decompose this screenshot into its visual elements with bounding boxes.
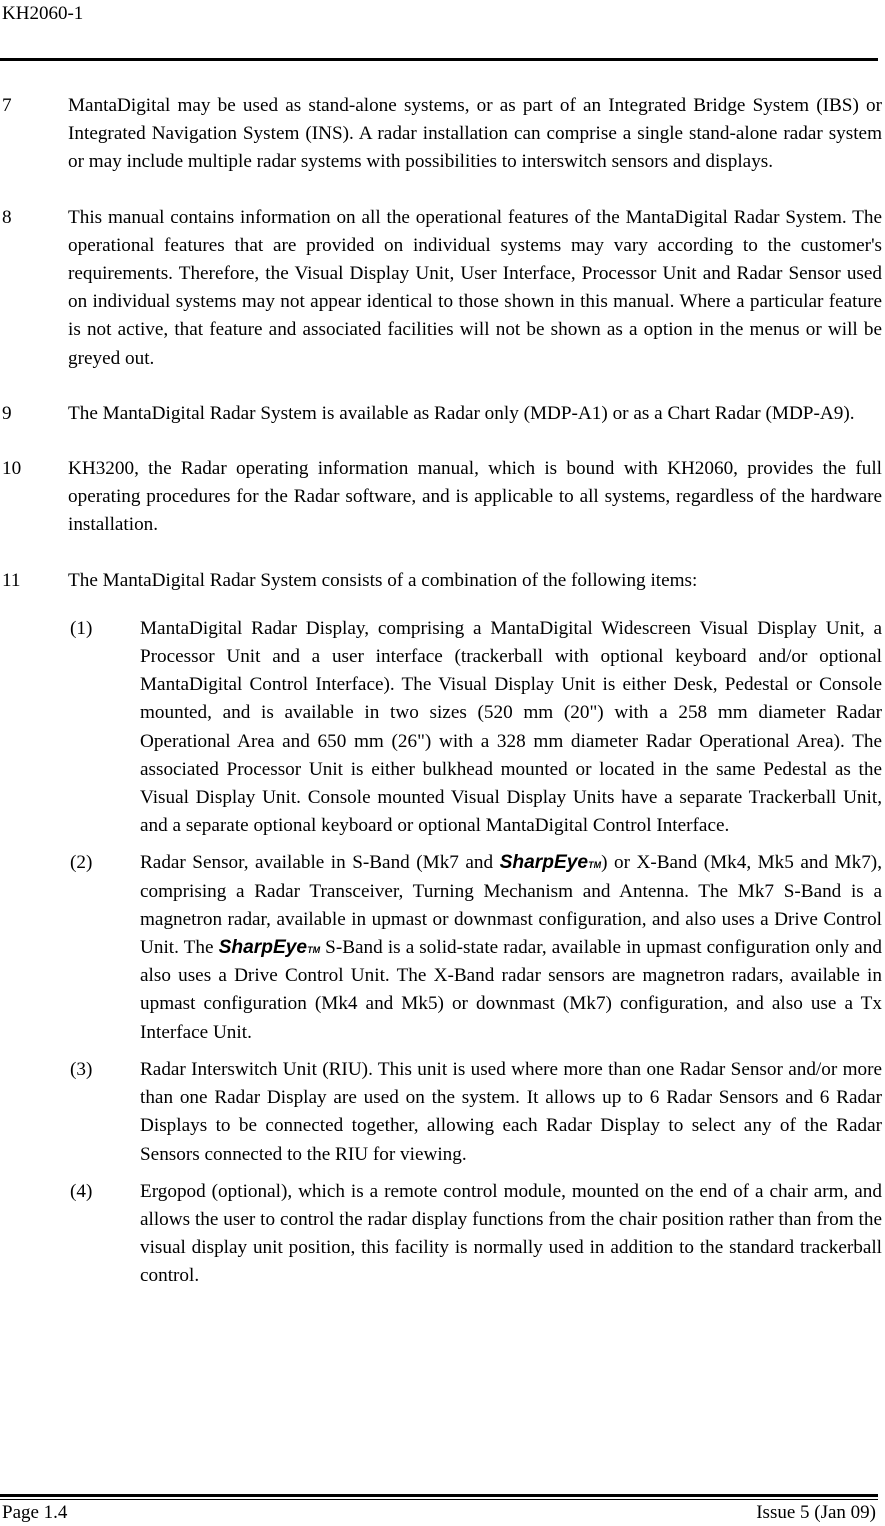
sharpeye-brand: SharpEye™ xyxy=(499,852,602,874)
list-item-text-part2: ) or X-Band (Mk4, Mk5 and Mk7), comprising a Radar Transceiver, Turning Mechanism and Antenna. The Mk7 S-Band is a magnetron radar, available in upmast or downmast configuration, and also uses a Drive Control Unit. The xyxy=(140,852,882,959)
trademark-mark: TM xyxy=(307,945,321,956)
list-item-text-part3: S-Band is a solid-state radar, available in upmast configuration only and also uses a Drive Control Unit. The X-Band radar sensors are magnetron radars, available in upmast configuration (Mk4 and Mk5) or downmast (Mk7) configuration, and also use a Tx Interface Unit. xyxy=(140,937,882,1043)
paragraph-number: 11 xyxy=(2,569,21,591)
list-item-text-part1: Radar Sensor, available in S-Band (Mk7 and xyxy=(140,852,500,874)
list-item-3 xyxy=(2,1056,882,1169)
list-item-text: Radar Interswitch Unit (RIU). This unit is used where more than one Radar Sensor and/or more than one Radar Display are used on the system. It allows up to 6 Radar Sensors and 6 Radar Displays to be connected together, allowing each Radar Display to select any of the Radar Sensors connected to the RIU for viewing. xyxy=(140,1058,882,1165)
paragraph-text: MantaDigital may be used as stand-alone systems, or as part of an Integrated Bridge System (IBS) or Integrated Navigation System (INS). A radar installation can comprise a single stand-alone radar system or may include multiple radar systems with possibilities to interswitch sensors and displays. xyxy=(68,95,882,173)
footer-rule-thin xyxy=(0,1499,878,1500)
paragraph-number: 7 xyxy=(2,95,12,116)
footer-rule-thick xyxy=(0,1494,878,1497)
paragraph-text: The MantaDigital Radar System is available as Radar only (MDP-A1) or as a Chart Radar (MDP-A9). xyxy=(68,402,855,424)
trademark-mark: TM xyxy=(588,860,602,871)
paragraph-9 xyxy=(2,400,882,428)
page-number: Page 1.4 xyxy=(2,1502,68,1523)
list-item-2 xyxy=(2,849,882,1046)
paragraph-8 xyxy=(2,204,882,373)
list-item-number: (1) xyxy=(70,617,93,639)
paragraph-7 xyxy=(2,92,882,177)
document-body xyxy=(2,92,882,1300)
list-item-text: MantaDigital Radar Display, comprising a MantaDigital Widescreen Visual Display Unit, a Processor Unit and a user interface (trackerball with optional keyboard and/or optional MantaDigital Control Interface). The Visual Display Unit is either Desk, Pedestal or Console mounted, and is available in two sizes (520 mm (20") with a 258 mm diameter Radar Operational Area and 650 mm (26") with a 328 mm diameter Radar Operational Area). The associated Processor Unit is either bulkhead mounted or located in the same Pedestal as the Visual Display Unit. Console mounted Visual Display Units have a separate Trackerball Unit, and a separate optional keyboard or optional MantaDigital Control Interface. xyxy=(140,617,882,837)
list-item-number: (4) xyxy=(70,1180,93,1202)
paragraph-text: The MantaDigital Radar System consists of a combination of the following items: xyxy=(68,569,698,591)
sharpeye-brand: SharpEye™ xyxy=(218,937,321,959)
list-item-4 xyxy=(2,1178,882,1291)
paragraph-11 xyxy=(2,567,882,595)
list-item-text: Ergopod (optional), which is a remote control module, mounted on the end of a chair arm, and allows the user to control the radar display functions from the chair position rather than from the visual display unit position, this facility is normally used in addition to the standard trackerball control. xyxy=(140,1180,882,1287)
paragraph-text: This manual contains information on all the operational features of the MantaDigital Radar System. The operational features that are provided on individual systems may vary according to the customer's requirements. Therefore, the Visual Display Unit, User Interface, Processor Unit and Radar Sensor used on individual systems may not appear identical to those shown in this manual. Where a particular feature is not active, that feature and associated facilities will not be shown as a option in the menus or will be greyed out. xyxy=(68,206,882,369)
paragraph-number: 10 xyxy=(2,458,22,480)
paragraph-number: 9 xyxy=(2,402,12,424)
paragraph-text: KH3200, the Radar operating information manual, which is bound with KH2060, provides the full operating procedures for the Radar software, and is applicable to all systems, regardless of the hardware installation. xyxy=(68,458,882,536)
header-rule xyxy=(0,58,878,61)
paragraph-number: 8 xyxy=(2,206,12,228)
document-id-header: KH2060-1 xyxy=(2,3,84,24)
list-item-number: (3) xyxy=(70,1058,93,1080)
issue-date: Issue 5 (Jan 09) xyxy=(756,1502,876,1523)
list-item-1 xyxy=(2,615,882,841)
paragraph-10 xyxy=(2,455,882,540)
list-item-number: (2) xyxy=(70,852,93,874)
